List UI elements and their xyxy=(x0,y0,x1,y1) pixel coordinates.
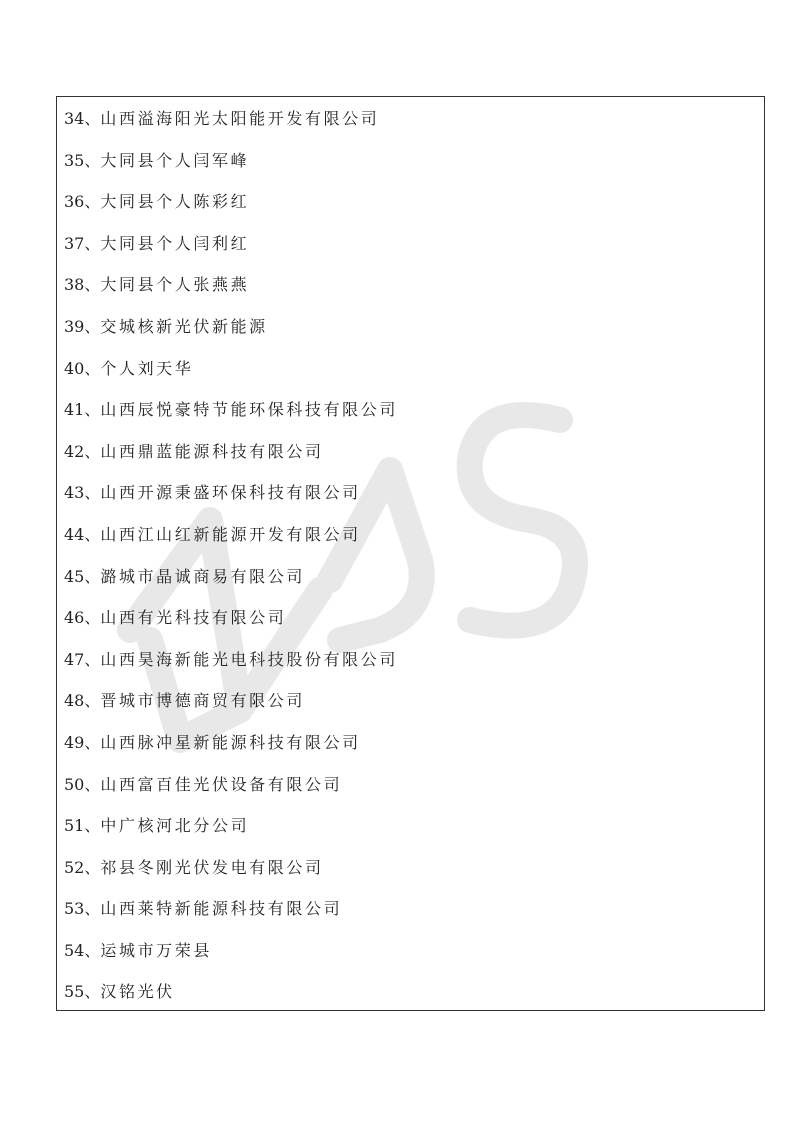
item-name: 山西昊海新能光电科技股份有限公司 xyxy=(100,649,398,669)
item-name: 祁县冬刚光伏发电有限公司 xyxy=(100,857,324,877)
item-name: 大同县个人闫军峰 xyxy=(100,150,250,170)
item-name: 山西富百佳光伏设备有限公司 xyxy=(100,774,343,794)
item-number: 48、 xyxy=(64,691,101,711)
item-name: 山西开源秉盛环保科技有限公司 xyxy=(100,483,361,503)
item-number: 37、 xyxy=(64,233,101,253)
list-item xyxy=(64,888,398,930)
list-item xyxy=(64,472,398,514)
item-name: 山西辰悦豪特节能环保科技有限公司 xyxy=(100,400,398,420)
item-name: 交城核新光伏新能源 xyxy=(100,316,268,336)
list-item xyxy=(64,306,398,348)
list-item xyxy=(64,930,398,972)
item-number: 49、 xyxy=(64,732,101,752)
item-number: 50、 xyxy=(64,774,101,794)
item-number: 46、 xyxy=(64,608,101,628)
item-number: 39、 xyxy=(64,316,101,336)
item-number: 40、 xyxy=(64,358,101,378)
item-number: 41、 xyxy=(64,400,101,420)
item-name: 汉铭光伏 xyxy=(100,982,175,1002)
item-number: 51、 xyxy=(64,816,101,836)
item-number: 54、 xyxy=(64,940,101,960)
list-item xyxy=(64,140,398,182)
list-item xyxy=(64,181,398,223)
list-item xyxy=(64,764,398,806)
item-number: 38、 xyxy=(64,275,101,295)
list-item xyxy=(64,971,398,1013)
item-name: 潞城市晶诚商易有限公司 xyxy=(100,566,305,586)
list-item xyxy=(64,847,398,889)
item-name: 大同县个人张燕燕 xyxy=(100,275,250,295)
list-item xyxy=(64,223,398,265)
item-name: 大同县个人陈彩红 xyxy=(100,192,250,212)
list-item xyxy=(64,98,398,140)
item-name: 山西莱特新能源科技有限公司 xyxy=(100,899,343,919)
list-item xyxy=(64,722,398,764)
item-name: 个人刘天华 xyxy=(100,358,194,378)
item-number: 53、 xyxy=(64,899,101,919)
list-item xyxy=(64,680,398,722)
item-name: 大同县个人闫利红 xyxy=(100,233,250,253)
item-number: 52、 xyxy=(64,857,101,877)
item-name: 山西溢海阳光太阳能开发有限公司 xyxy=(100,109,380,128)
item-name: 晋城市博德商贸有限公司 xyxy=(100,691,305,711)
item-number: 42、 xyxy=(64,441,101,461)
list-item xyxy=(64,348,398,390)
company-list xyxy=(64,98,398,1013)
item-name: 山西有光科技有限公司 xyxy=(100,608,287,628)
item-name: 山西脉冲星新能源科技有限公司 xyxy=(100,732,361,752)
company-list-box xyxy=(56,96,765,1011)
list-item xyxy=(64,805,398,847)
item-number: 45、 xyxy=(64,566,101,586)
list-item xyxy=(64,389,398,431)
item-name: 山西鼎蓝能源科技有限公司 xyxy=(100,441,324,461)
item-number: 34、 xyxy=(64,109,101,128)
list-item xyxy=(64,264,398,306)
item-name: 山西江山红新能源开发有限公司 xyxy=(100,524,361,544)
item-number: 36、 xyxy=(64,192,101,212)
list-item xyxy=(64,556,398,598)
item-number: 55、 xyxy=(64,982,101,1002)
item-number: 35、 xyxy=(64,150,101,170)
item-number: 44、 xyxy=(64,524,101,544)
list-item xyxy=(64,639,398,681)
item-number: 43、 xyxy=(64,483,101,503)
list-item xyxy=(64,514,398,556)
list-item xyxy=(64,431,398,473)
item-name: 运城市万荣县 xyxy=(100,940,212,960)
list-item xyxy=(64,597,398,639)
item-name: 中广核河北分公司 xyxy=(100,816,250,836)
item-number: 47、 xyxy=(64,649,101,669)
